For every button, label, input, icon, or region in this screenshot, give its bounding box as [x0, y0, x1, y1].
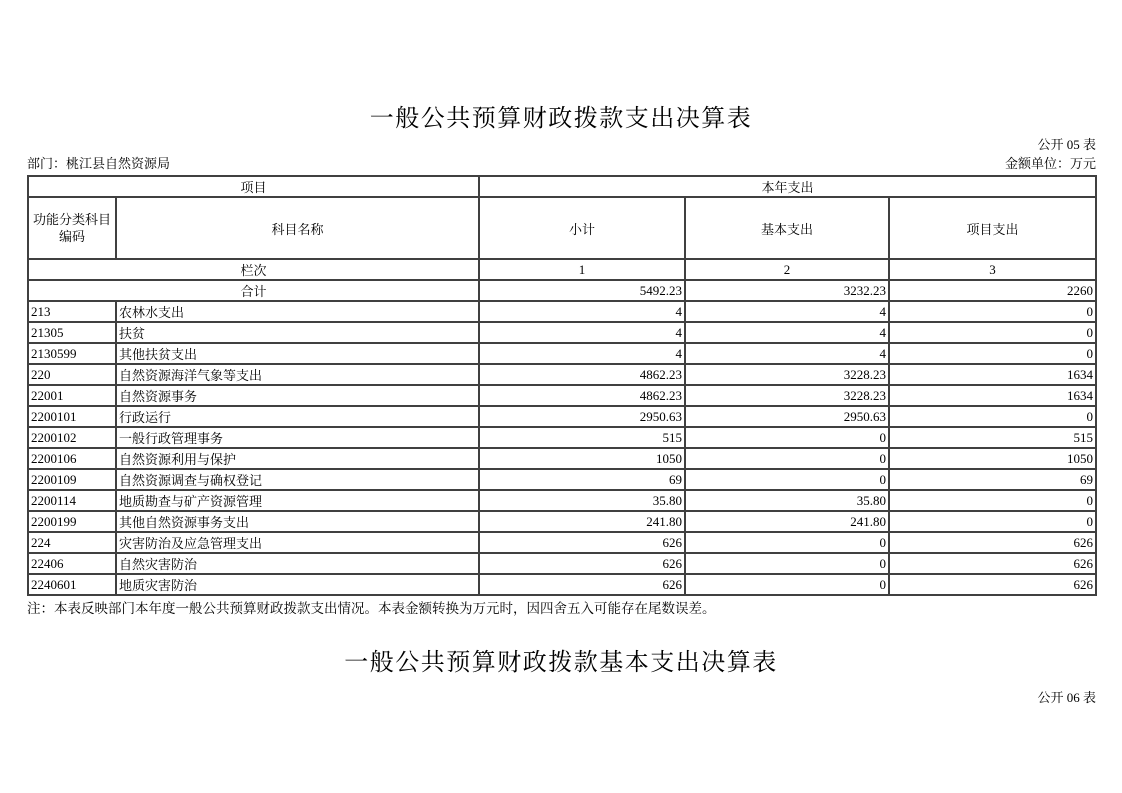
- basic-expenditure-cell: 0: [685, 469, 889, 490]
- subject-name-cell: 地质勘查与矿产资源管理: [116, 490, 479, 511]
- basic-expenditure-cell: 3228.23: [685, 364, 889, 385]
- project-expenditure-cell: 0: [889, 406, 1096, 427]
- header-code: 功能分类科目编码: [28, 197, 116, 259]
- code-cell: 2200109: [28, 469, 116, 490]
- table-row: [28, 364, 1096, 385]
- total-subtotal-cell: 5492.23: [479, 280, 685, 301]
- subtotal-cell: 515: [479, 427, 685, 448]
- subject-name-cell: 行政运行: [116, 406, 479, 427]
- basic-expenditure-cell: 4: [685, 301, 889, 322]
- subject-name-cell: 自然资源海洋气象等支出: [116, 364, 479, 385]
- table-row: [28, 343, 1096, 364]
- table-row: [28, 385, 1096, 406]
- footnote-text: 注：本表反映部门本年度一般公共预算财政拨款支出情况。本表金额转换为万元时，因四舍五入可能存在尾数误差。: [27, 601, 716, 616]
- basic-expenditure-cell: 4: [685, 322, 889, 343]
- code-cell: 2200199: [28, 511, 116, 532]
- code-cell: 2200106: [28, 448, 116, 469]
- basic-expenditure-cell: 35.80: [685, 490, 889, 511]
- column-index-row: [28, 259, 1096, 280]
- header-project-expenditure: 项目支出: [889, 197, 1096, 259]
- subject-name-cell: 自然资源利用与保护: [116, 448, 479, 469]
- meta-line: [27, 155, 1096, 172]
- project-expenditure-cell: 1050: [889, 448, 1096, 469]
- subtotal-cell: 626: [479, 574, 685, 595]
- subject-name-cell: 灾害防治及应急管理支出: [116, 532, 479, 553]
- subtotal-cell: 626: [479, 532, 685, 553]
- header-group-row: [28, 176, 1096, 197]
- table-row: [28, 448, 1096, 469]
- code-cell: 2130599: [28, 343, 116, 364]
- column-index-label: 栏次: [28, 259, 479, 280]
- subtotal-cell: 4: [479, 322, 685, 343]
- project-expenditure-cell: 626: [889, 553, 1096, 574]
- header-year-expenditure-group: 本年支出: [479, 176, 1096, 197]
- table-row: [28, 532, 1096, 553]
- code-cell: 22001: [28, 385, 116, 406]
- subtotal-cell: 241.80: [479, 511, 685, 532]
- table-row: [28, 574, 1096, 595]
- table-row: [28, 511, 1096, 532]
- column-index-1: 1: [479, 259, 685, 280]
- subtotal-cell: 35.80: [479, 490, 685, 511]
- header-column-row: [28, 197, 1096, 259]
- basic-expenditure-cell: 0: [685, 427, 889, 448]
- code-cell: 2200114: [28, 490, 116, 511]
- subtotal-cell: 4862.23: [479, 385, 685, 406]
- subtotal-cell: 4: [479, 301, 685, 322]
- project-expenditure-cell: 0: [889, 322, 1096, 343]
- table-row: [28, 553, 1096, 574]
- basic-expenditure-cell: 241.80: [685, 511, 889, 532]
- subject-name-cell: 自然灾害防治: [116, 553, 479, 574]
- subtotal-cell: 4: [479, 343, 685, 364]
- code-cell: 2200101: [28, 406, 116, 427]
- page-title: 一般公共预算财政拨款支出决算表: [369, 106, 753, 132]
- subject-name-cell: 其他扶贫支出: [116, 343, 479, 364]
- table-row: [28, 301, 1096, 322]
- code-cell: 21305: [28, 322, 116, 343]
- subtotal-cell: 69: [479, 469, 685, 490]
- unit-label: 金额单位：万元: [1004, 156, 1096, 171]
- header-basic-expenditure: 基本支出: [685, 197, 889, 259]
- subject-name-cell: 一般行政管理事务: [116, 427, 479, 448]
- basic-expenditure-cell: 2950.63: [685, 406, 889, 427]
- department-label: 部门：桃江县自然资源局: [27, 156, 171, 171]
- subtotal-cell: 4862.23: [479, 364, 685, 385]
- basic-expenditure-cell: 0: [685, 532, 889, 553]
- project-expenditure-cell: 0: [889, 490, 1096, 511]
- subtotal-cell: 2950.63: [479, 406, 685, 427]
- project-expenditure-cell: 0: [889, 343, 1096, 364]
- subject-name-cell: 地质灾害防治: [116, 574, 479, 595]
- total-basic-cell: 3232.23: [685, 280, 889, 301]
- header-subject-name: 科目名称: [116, 197, 479, 259]
- basic-expenditure-cell: 3228.23: [685, 385, 889, 406]
- project-expenditure-cell: 0: [889, 301, 1096, 322]
- code-cell: 224: [28, 532, 116, 553]
- table-row: [28, 322, 1096, 343]
- basic-expenditure-cell: 0: [685, 448, 889, 469]
- code-cell: 22406: [28, 553, 116, 574]
- table-row: [28, 406, 1096, 427]
- table-row: [28, 490, 1096, 511]
- project-expenditure-cell: 1634: [889, 385, 1096, 406]
- code-cell: 213: [28, 301, 116, 322]
- code-cell: 220: [28, 364, 116, 385]
- basic-expenditure-cell: 4: [685, 343, 889, 364]
- header-subtotal: 小计: [479, 197, 685, 259]
- header-project-group: 项目: [28, 176, 479, 197]
- project-expenditure-cell: 626: [889, 574, 1096, 595]
- table-number-label: 公开 05 表: [1037, 137, 1096, 152]
- project-expenditure-cell: 515: [889, 427, 1096, 448]
- column-index-2: 2: [685, 259, 889, 280]
- total-row: [28, 280, 1096, 301]
- table-row: [28, 427, 1096, 448]
- project-expenditure-cell: 0: [889, 511, 1096, 532]
- total-project-cell: 2260: [889, 280, 1096, 301]
- subject-name-cell: 扶贫: [116, 322, 479, 343]
- table-row: [28, 469, 1096, 490]
- basic-expenditure-cell: 0: [685, 574, 889, 595]
- subject-name-cell: 农林水支出: [116, 301, 479, 322]
- expenditure-table: [27, 175, 1097, 596]
- column-index-3: 3: [889, 259, 1096, 280]
- subject-name-cell: 自然资源事务: [116, 385, 479, 406]
- project-expenditure-cell: 69: [889, 469, 1096, 490]
- second-table-number-label: 公开 06 表: [1037, 690, 1096, 705]
- code-cell: 2200102: [28, 427, 116, 448]
- second-page-title: 一般公共预算财政拨款基本支出决算表: [344, 650, 778, 676]
- total-label-cell: 合计: [28, 280, 479, 301]
- project-expenditure-cell: 1634: [889, 364, 1096, 385]
- code-cell: 2240601: [28, 574, 116, 595]
- subtotal-cell: 626: [479, 553, 685, 574]
- basic-expenditure-cell: 0: [685, 553, 889, 574]
- subtotal-cell: 1050: [479, 448, 685, 469]
- subject-name-cell: 其他自然资源事务支出: [116, 511, 479, 532]
- subject-name-cell: 自然资源调查与确权登记: [116, 469, 479, 490]
- project-expenditure-cell: 626: [889, 532, 1096, 553]
